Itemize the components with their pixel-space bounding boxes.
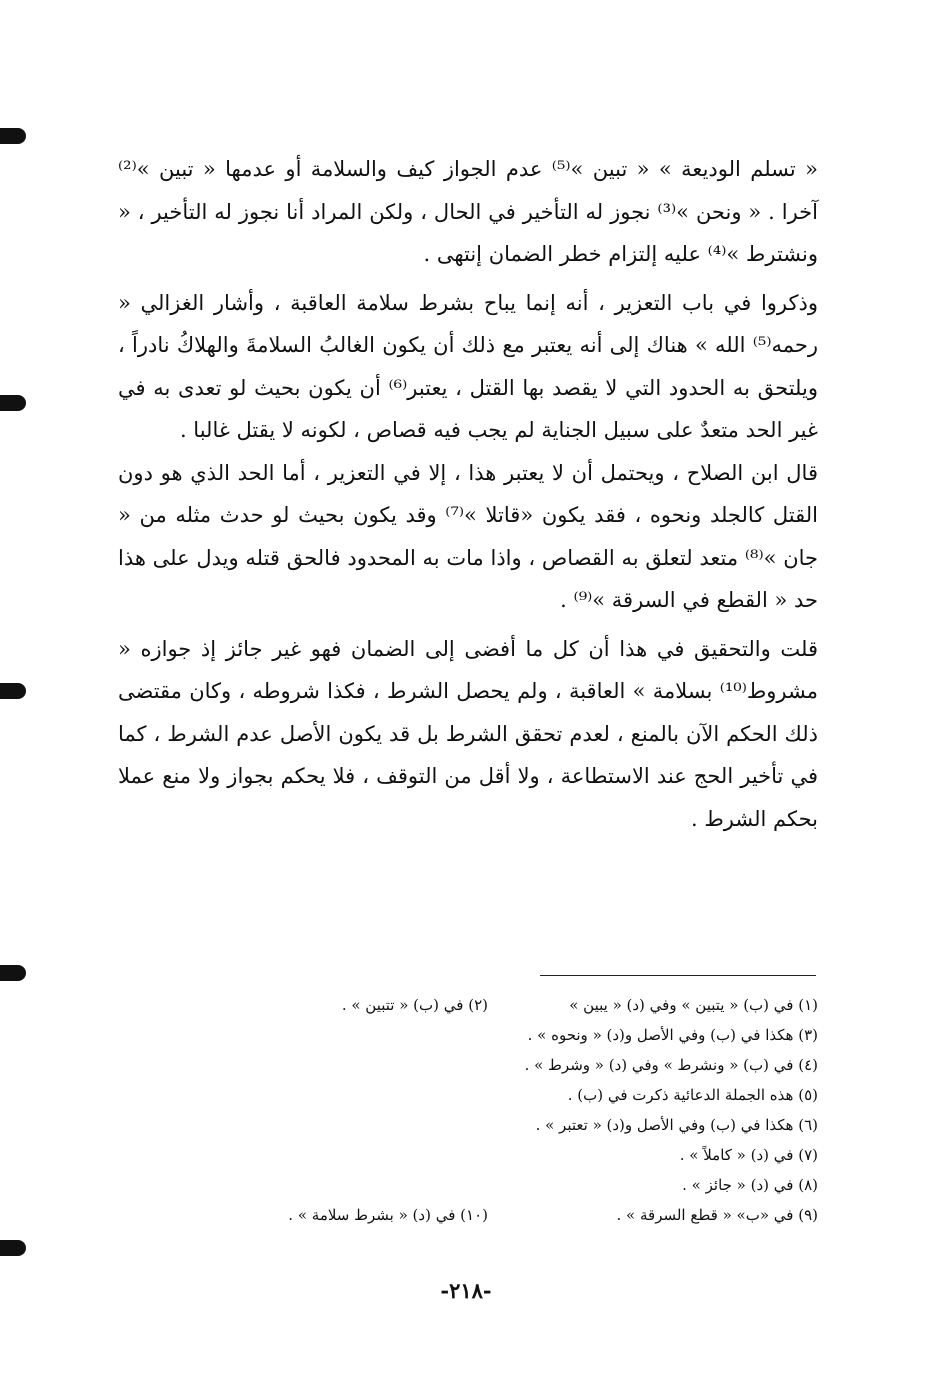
footnote: (٢) في (ب) « تتبين » . <box>341 996 488 1014</box>
main-text <box>118 148 818 840</box>
footnote: (٤) في (ب) « ونشرط » وفي (د) « وشرط » . <box>524 1056 818 1074</box>
footnote: (١٠) في (د) « بشرط سلامة » . <box>288 1206 488 1224</box>
page-number: -٢١٨- <box>440 1278 492 1303</box>
paragraph: قال ابن الصلاح ، ويحتمل أن لا يعتبر هذا ، إلا في التعزير ، أما الحد الذي هو دون القتل كالجلد ونحوه ، فقد يكون «قاتلا »⁽⁷⁾ وقد يكون بحيث لو حدث مثله من « جان »⁽⁸⁾ متعد لتعلق به القصاص ، واذا مات به المحدود فالحق قتله ويدل على هذا حد « القطع في السرقة »⁽⁹⁾ . <box>118 460 819 612</box>
footnote: (٦) هكذا في (ب) وفي الأصل و(د) « تعتبر » . <box>535 1116 818 1134</box>
scan-edge-mark <box>0 683 26 699</box>
paragraph: وذكروا في باب التعزير ، أنه إنما يباح بشرط سلامة العاقبة ، وأشار الغزالي « رحمه⁽⁵⁾ الله » هناك إلى أنه يعتبر مع ذلك أن يكون الغالبُ السلامةَ والهلاكُ نادراً ، ويلتحق به الحدود التي لا يقصد بها القتل ، يعتبر⁽⁶⁾ أن يكون بحيث لو تعدى به في غير الحد متعدٌ على سبيل الجناية لم يجب فيه قصاص ، لكونه لا يقتل غالبا . <box>118 290 818 442</box>
paragraph: قلت والتحقيق في هذا أن كل ما أفضى إلى الضمان فهو غير جائز إذ جوازه « مشروط⁽¹⁰⁾ بسلامة » العاقبة ، ولم يحصل الشرط ، فكذا شروطه ، وكان مقتضى ذلك الحكم الآن بالمنع ، لعدم تحقق الشرط بل قد يكون الأصل عدم الشرط ، كما في تأخير الحج عند الاستطاعة ، ولا أقل من التوقف ، فلا يحكم بجواز ولا منع عملا بحكم الشرط . <box>118 636 818 831</box>
scan-edge-mark <box>0 128 26 144</box>
paragraph: « تسلم الوديعة » « تبين »⁽⁵⁾ عدم الجواز كيف والسلامة أو عدمها « تبين »⁽²⁾ آخرا . « ونحن »⁽³⁾ نجوز له التأخير في الحال ، ولكن المراد أنا نجوز له التأخير ، « ونشترط »⁽⁴⁾ عليه إلتزام خطر الضمان إنتهى . <box>118 157 818 266</box>
footnote: (١) في (ب) « يتبين » وفي (د) « يبين » <box>569 996 818 1014</box>
footnotes <box>240 990 818 1230</box>
footnote: (٣) هكذا في (ب) وفي الأصل و(د) « ونحوه » . <box>527 1026 818 1044</box>
footnote: (٨) في (د) « جائز » . <box>682 1176 818 1194</box>
scan-edge-mark <box>0 1240 26 1256</box>
footnote: (٧) في (د) « كاملاً » . <box>679 1146 818 1164</box>
scan-edge-mark <box>0 965 26 981</box>
footnote: (٥) هذه الجملة الدعائية ذكرت في (ب) . <box>567 1086 818 1104</box>
footnote: (٩) في «ب» « قطع السرقة » . <box>616 1206 818 1224</box>
scan-edge-mark <box>0 395 26 411</box>
footnote-divider <box>540 975 816 976</box>
